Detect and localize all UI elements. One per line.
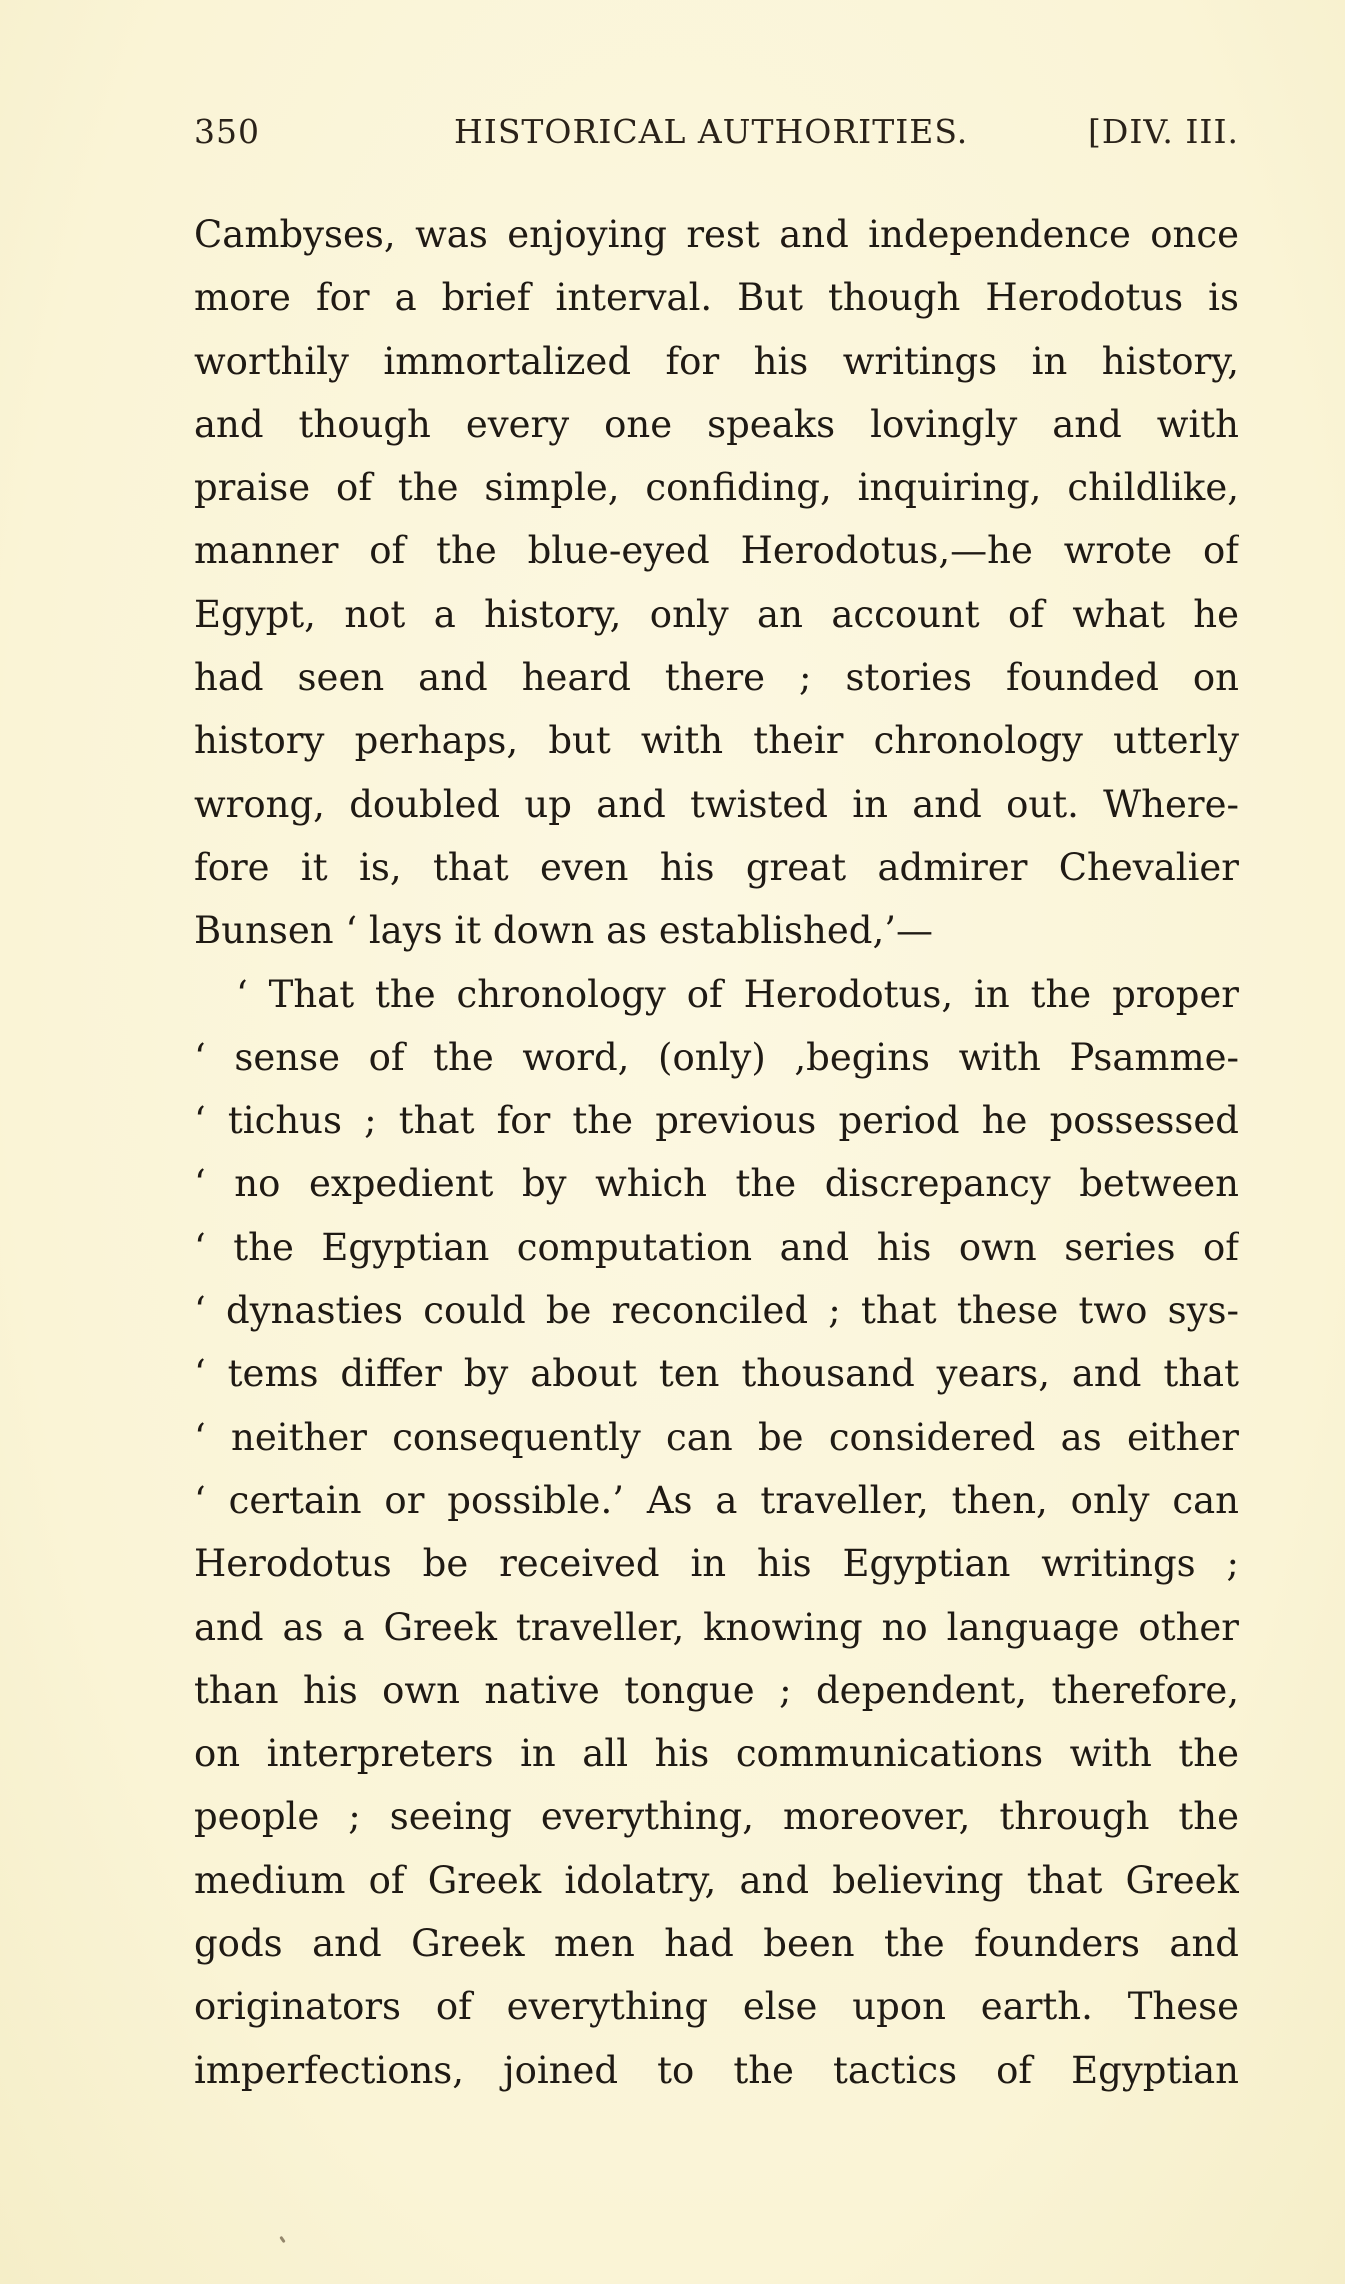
quote-line: ‘ tems differ by about ten thousand years, and that: [194, 1352, 1239, 1396]
text-line: wrong, doubled up and twisted in and out. Where-: [194, 782, 1239, 826]
quote-line: ‘ tichus ; that for the previous period he possessed: [194, 1099, 1239, 1143]
text-line: Egypt, not a history, only an account of what he: [194, 592, 1239, 636]
quote-line: ‘ certain or possible.’ As a traveller, then, only can: [194, 1478, 1239, 1522]
text-line: had seen and heard there ; stories founded on: [194, 656, 1239, 700]
text-line: than his own native tongue ; dependent, therefore,: [194, 1668, 1239, 1712]
quote-line: ‘ That the chronology of Herodotus, in the proper: [236, 972, 1239, 1016]
text-line: Cambyses, was enjoying rest and independence once: [194, 213, 1239, 256]
text-line: worthily immortalized for his writings in history,: [194, 339, 1239, 383]
quote-line: ‘ dynasties could be reconciled ; that these two sys-: [194, 1289, 1239, 1333]
body-text: [194, 203, 1239, 2102]
text-line: manner of the blue-eyed Herodotus,—he wrote of: [194, 529, 1239, 573]
text-line: Herodotus be received in his Egyptian writings ;: [194, 1542, 1239, 1586]
quote-line: ‘ the Egyptian computation and his own series of: [194, 1225, 1239, 1269]
paper-speck: [279, 2236, 285, 2243]
text-line: more for a brief interval. But though Herodotus is: [194, 276, 1239, 320]
text-line: and as a Greek traveller, knowing no language other: [194, 1605, 1239, 1649]
text-line: imperfections, joined to the tactics of Egyptian: [194, 2048, 1239, 2092]
section-marker: [DIV. III.: [1087, 112, 1239, 151]
text-line: Bunsen ‘ lays it down as established,’—: [194, 909, 933, 953]
text-line: people ; seeing everything, moreover, through the: [194, 1795, 1239, 1839]
text-line: on interpreters in all his communications with the: [194, 1732, 1239, 1776]
quote-line: ‘ no expedient by which the discrepancy between: [194, 1162, 1239, 1206]
page-header: [194, 112, 1239, 160]
text-line: gods and Greek men had been the founders and: [194, 1922, 1239, 1966]
text-line: originators of everything else upon earth. These: [194, 1985, 1239, 2029]
text-line: praise of the simple, confiding, inquiring, childlike,: [194, 466, 1239, 510]
page-number: 350: [194, 112, 260, 151]
quote-line: ‘ sense of the word, (only) ,begins with Psamme-: [194, 1035, 1239, 1079]
text-line: history perhaps, but with their chronology utterly: [194, 719, 1239, 763]
text-line: and though every one speaks lovingly and with: [194, 402, 1239, 446]
text-line: fore it is, that even his great admirer Chevalier: [194, 845, 1239, 889]
text-line: medium of Greek idolatry, and believing that Greek: [194, 1858, 1239, 1902]
quote-line: ‘ neither consequently can be considered as either: [194, 1415, 1239, 1459]
running-title: HISTORICAL AUTHORITIES.: [454, 112, 969, 151]
